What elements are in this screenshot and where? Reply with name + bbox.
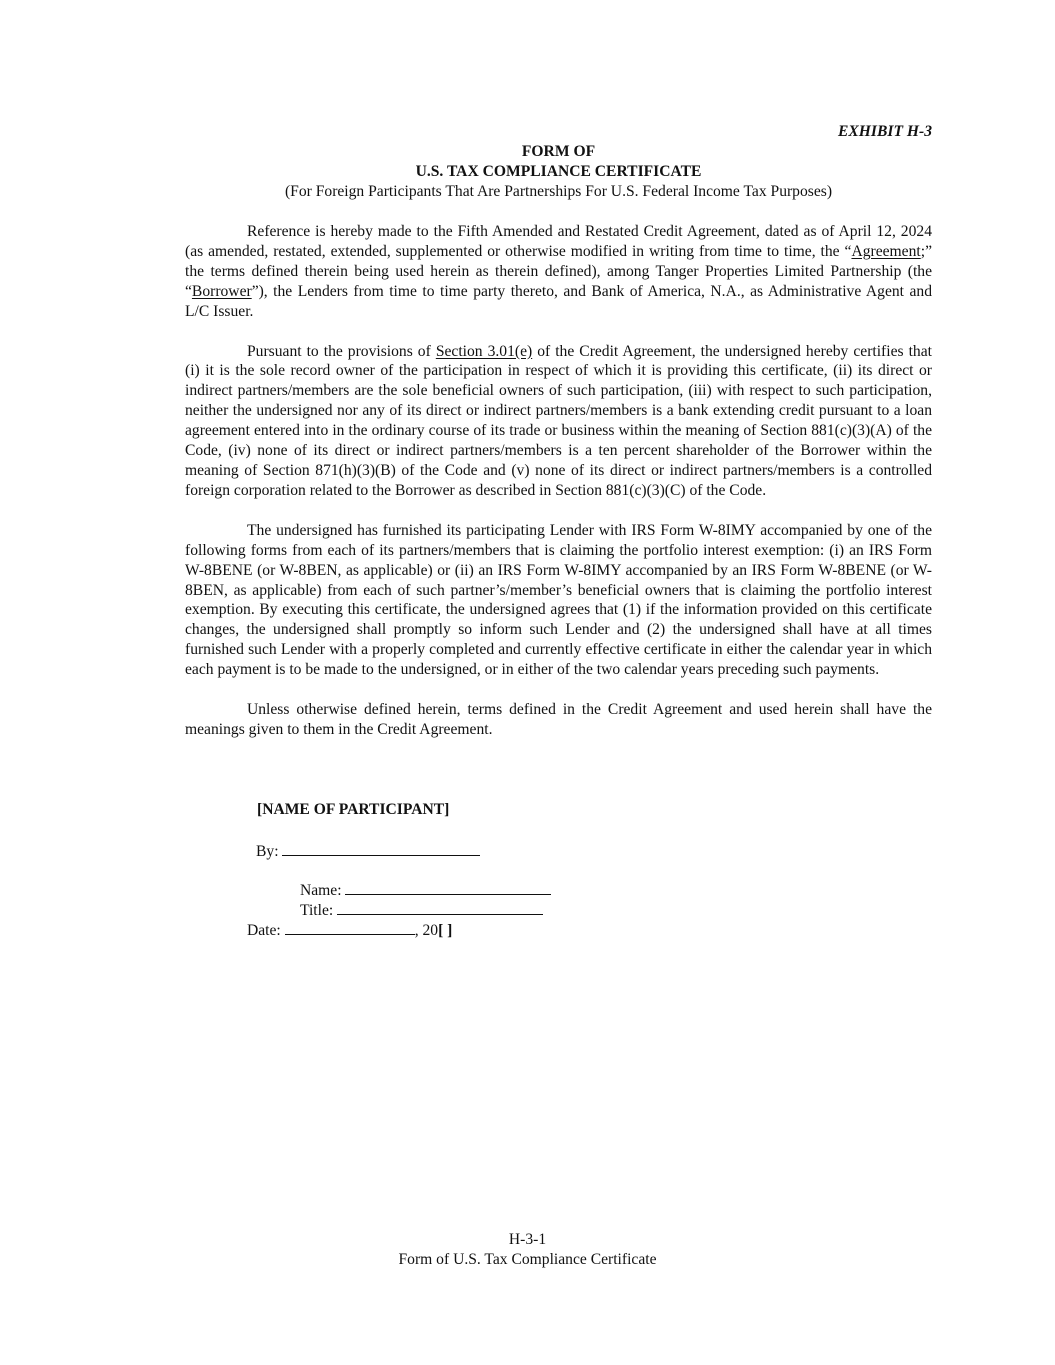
year-prefix: , 20 xyxy=(414,922,439,939)
text-run: of the Credit Agreement, the undersigned hereby certifies that (i) it is the sole record owner of the participation in respect of which it is providing this certificate, (ii) its direct or indirect partners/members are the sole beneficial owners of such participation, (iii) with respect to such participation, neither the undersigned nor any of its direct or indirect partners/members is a bank extending credit pursuant to a loan agreement entered into in the ordinary course of its trade or business within the meaning of Section 881(c)(3)(A) of the Code, (iv) none of its direct or indirect partners/members is a ten percent shareholder of the Borrower within the meaning of Section 871(h)(3)(B) of the Code and (v) none of its direct or indirect partners/members is a controlled foreign corporation related to the Borrower as described in Section 881(c)(3)(C) of the Code. xyxy=(185,342,932,499)
paragraph-certification xyxy=(185,342,932,501)
defined-term-agreement: Agreement xyxy=(851,242,921,260)
text-run: ;” the terms defined therein being used herein as therein defined), among Tanger Properties Limited Partnership (the “ xyxy=(185,242,932,300)
section-reference: Section 3.01(e) xyxy=(435,342,533,360)
participant-name-placeholder: [NAME OF PARTICIPANT] xyxy=(257,801,450,818)
signature-by-field[interactable] xyxy=(282,841,480,856)
signature-date-line xyxy=(247,920,452,941)
paragraph-forms-furnished: The undersigned has furnished its participating Lender with IRS Form W-8IMY accompanied by one of the following forms from each of its partners/members that is claiming the portfolio interest exemption: (i) an IRS Form W-8BENE (or W-8BEN, as applicable) or (ii) an IRS Form W-8IMY accompanied by an IRS Form W-8BENE (or W-8BEN, as applicable) from each of such partner’s/member’s beneficial owners that is claiming the portfolio interest exemption. By executing this certificate, the undersigned agrees that (1) if the information provided on this certificate changes, the undersigned shall promptly so inform such Lender and (2) the undersigned shall have at all times furnished such Lender with a properly completed and currently effective certificate in either the calendar year in which each payment is to be made to the undersigned, or in either of the two calendar years preceding such payments. xyxy=(185,521,932,679)
text-run: Pursuant to the provisions of xyxy=(247,342,436,360)
paragraph-definitions: Unless otherwise defined herein, terms defined in the Credit Agreement and used herein shall have the meanings given to them in the Credit Agreement. xyxy=(185,701,932,738)
certificate-title: U.S. TAX COMPLIANCE CERTIFICATE xyxy=(415,163,702,180)
signature-title-line xyxy=(300,900,543,921)
signature-title-field[interactable] xyxy=(337,900,543,915)
signature-name-field[interactable] xyxy=(345,880,551,895)
name-label: Name: xyxy=(300,882,342,899)
document-page xyxy=(185,122,932,740)
signature-by-line xyxy=(256,841,480,862)
page-footer xyxy=(0,1230,1055,1270)
year-bracket: [ ] xyxy=(438,922,453,939)
signature-date-field[interactable] xyxy=(285,920,415,935)
paragraph-reference xyxy=(185,222,932,322)
text-run: ”), the Lenders from time to time party thereto, and Bank of America, N.A., as Administrative Agent and L/C Issuer. xyxy=(185,282,932,320)
footer-title: Form of U.S. Tax Compliance Certificate xyxy=(398,1250,657,1268)
text-run: Reference is hereby made to the Fifth Amended and Restated Credit Agreement, dated as of April 12, 2024 (as amended, restated, extended, supplemented or otherwise modified in writing from time to time, the “ xyxy=(185,223,932,260)
page-number: H-3-1 xyxy=(508,1231,547,1248)
signature-name-line xyxy=(300,880,551,901)
defined-term-borrower: Borrower xyxy=(191,282,252,300)
certificate-subtitle: (For Foreign Participants That Are Partnerships For U.S. Federal Income Tax Purposes) xyxy=(284,183,833,200)
exhibit-label: EXHIBIT H-3 xyxy=(837,123,932,140)
title-label: Title: xyxy=(300,902,334,919)
date-label: Date: xyxy=(247,922,281,939)
form-of-heading: FORM OF xyxy=(521,143,596,160)
by-label: By: xyxy=(256,843,279,860)
